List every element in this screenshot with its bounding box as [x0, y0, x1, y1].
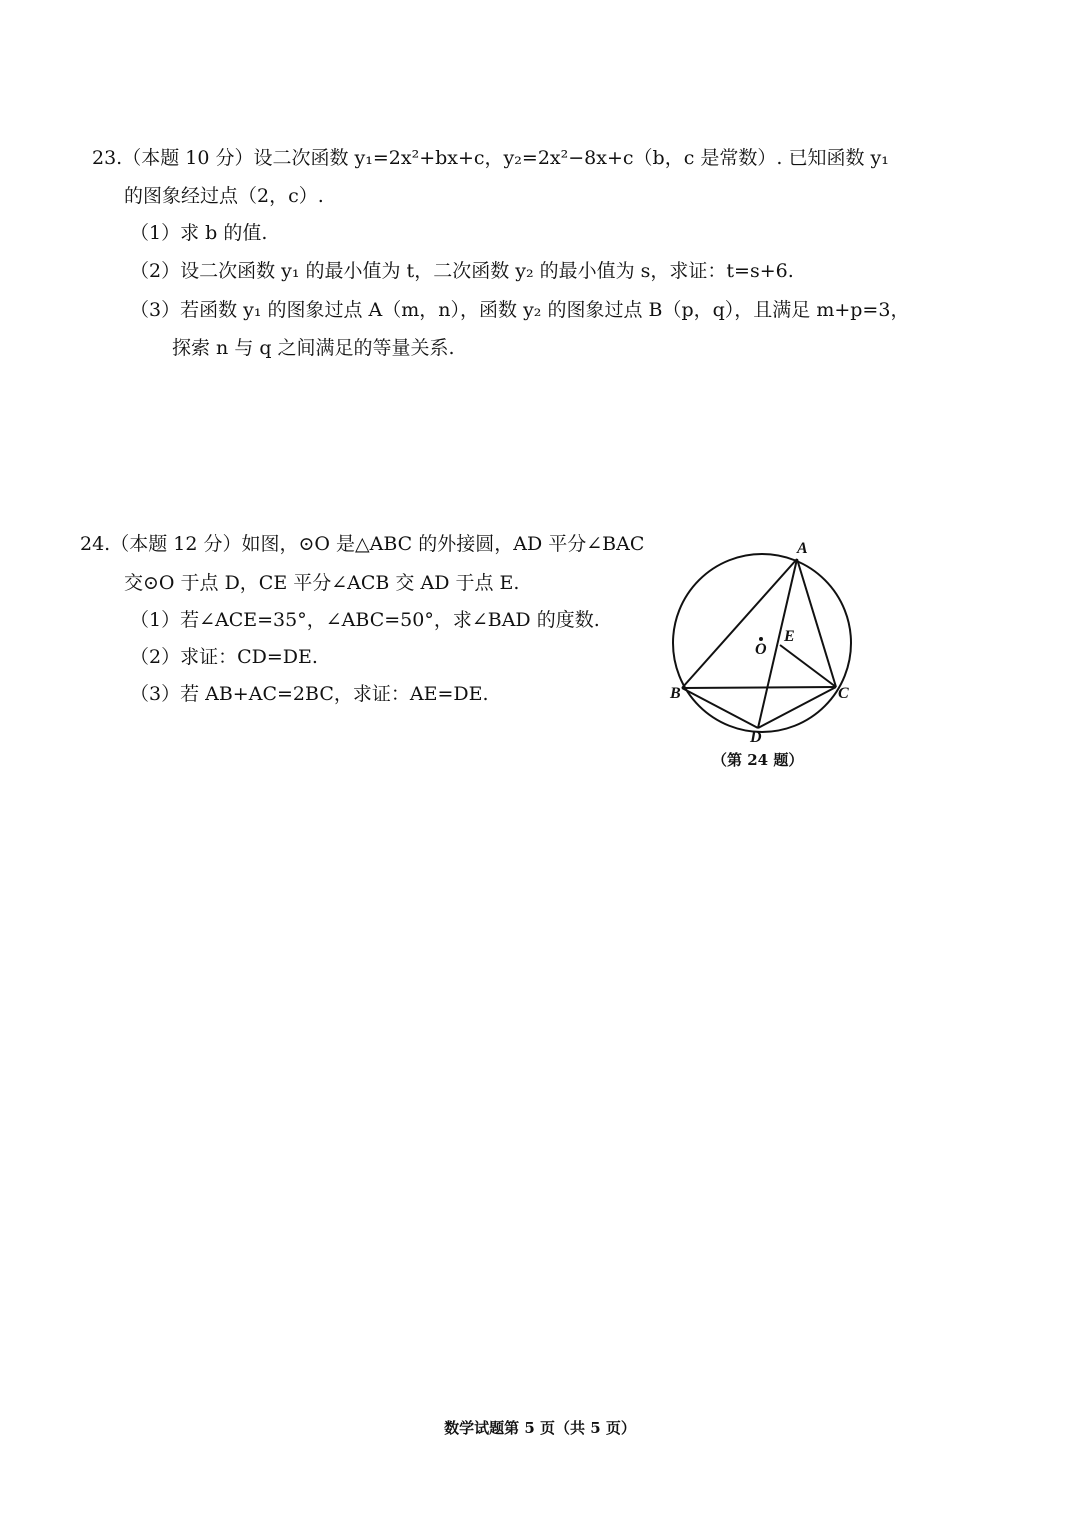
- figure-caption: （第 24 题）: [712, 751, 804, 769]
- q24-figure: [660, 535, 870, 745]
- q23-part3-line1: （3）若函数 y₁ 的图象过点 A（m，n），函数 y₂ 的图象过点 B（p，q），且满足 m+p=3，: [130, 299, 910, 321]
- label-e: E: [784, 628, 795, 645]
- segment-ab: [682, 559, 797, 688]
- q23-stem-line1: 23.（本题 10 分）设二次函数 y₁=2x²+bx+c，y₂=2x²−8x+c（b，c 是常数）. 已知函数 y₁: [92, 147, 889, 169]
- label-d: D: [750, 729, 762, 745]
- q23-part1: （1）求 b 的值.: [130, 222, 268, 244]
- page-footer: 数学试题第 5 页（共 5 页）: [444, 1419, 636, 1437]
- label-o: O: [755, 641, 767, 658]
- label-a: A: [797, 540, 808, 557]
- segment-bc: [682, 687, 836, 688]
- q24-stem-line2: 交⊙O 于点 D，CE 平分∠ACB 交 AD 于点 E.: [124, 572, 520, 594]
- q23-stem-line2: 的图象经过点（2，c）.: [124, 185, 324, 207]
- segment-ce: [780, 645, 836, 687]
- q24-part1: （1）若∠ACE=35°，∠ABC=50°，求∠BAD 的度数.: [130, 609, 600, 631]
- q23-part2: （2）设二次函数 y₁ 的最小值为 t，二次函数 y₂ 的最小值为 s，求证：t=s+6.: [130, 260, 794, 282]
- label-b: B: [670, 685, 681, 702]
- q23-part3-line2: 探索 n 与 q 之间满足的等量关系.: [172, 337, 455, 359]
- segment-ac: [797, 559, 836, 687]
- label-c: C: [838, 685, 849, 702]
- q24-part3: （3）若 AB+AC=2BC，求证：AE=DE.: [130, 683, 489, 705]
- q24-part2: （2）求证：CD=DE.: [130, 646, 318, 668]
- q24-stem-line1: 24.（本题 12 分）如图，⊙O 是△ABC 的外接圆，AD 平分∠BAC: [80, 533, 645, 555]
